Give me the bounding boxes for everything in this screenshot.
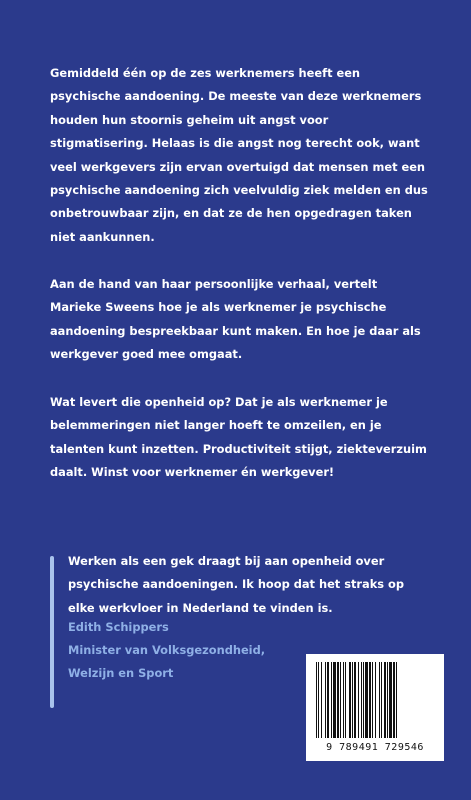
barcode-bar	[361, 662, 362, 738]
barcode-bar	[389, 662, 392, 738]
barcode-bars	[314, 662, 436, 740]
quote-author-role-2: Welzijn en Sport	[68, 666, 174, 680]
barcode-bar	[345, 662, 346, 738]
barcode-bar	[318, 662, 319, 738]
barcode-bar	[327, 662, 329, 738]
barcode-bar	[384, 662, 386, 738]
quote-author: Edith Schippers	[68, 620, 169, 634]
barcode-bar	[375, 662, 376, 738]
barcode-bar	[340, 662, 341, 738]
barcode-bar	[321, 662, 322, 738]
barcode-bar	[396, 662, 397, 738]
barcode-bar	[393, 662, 395, 738]
blurb-paragraph-3: Wat levert die openheid op? Dat je als werknemer je belemmeringen niet langer hoeft te omzeilen, en je talenten kunt inzetten. Productiviteit stijgt, ziekteverzuim daalt. Winst voor werknemer én werkgever!	[50, 395, 427, 480]
barcode-bar	[365, 662, 368, 738]
barcode-bar	[354, 662, 356, 738]
barcode-bar	[316, 662, 317, 738]
barcode-bar	[358, 662, 359, 738]
barcode-bar	[325, 662, 326, 738]
barcode-bar	[331, 662, 332, 738]
barcode-bar	[381, 662, 382, 738]
barcode-bar	[387, 662, 388, 738]
quote-author-role-1: Minister van Volksgezondheid,	[68, 643, 266, 657]
barcode-bar	[337, 662, 339, 738]
barcode-bar	[343, 662, 344, 738]
barcode	[306, 654, 444, 761]
quote-text: Werken als een gek draagt bij aan openheid over psychische aandoeningen. Ik hoop dat het straks op elke werkvloer in Nederland te vinden is.	[68, 554, 405, 615]
barcode-bar	[379, 662, 380, 738]
barcode-bar	[349, 662, 351, 738]
blurb-paragraph-1: Gemiddeld één op de zes werknemers heeft een psychische aandoening. De meeste van deze werknemers houden hun stoornis geheim uit angst voor stigmatisering. Helaas is die angst nog terecht ook, want veel werkgevers zijn ervan overtuigd dat mensen met een psychische aandoening zich veelvuldig ziek melden en dus onbetrouwbaar zijn, en dat ze de hen opgedragen taken niet aankunnen.	[50, 66, 428, 244]
barcode-bar	[333, 662, 336, 738]
isbn-number: 9 789491 729546	[326, 742, 424, 753]
quote-bar	[50, 556, 54, 708]
barcode-bar	[369, 662, 371, 738]
blurb-paragraph-2: Aan de hand van haar persoonlijke verhaal, vertelt Marieke Sweens hoe je als werknemer je psychische aandoening bespreekbaar kunt maken. En hoe je daar als werkgever goed mee omgaat.	[50, 277, 421, 362]
barcode-bar	[372, 662, 373, 738]
barcode-bar	[352, 662, 353, 738]
barcode-bar	[363, 662, 364, 738]
